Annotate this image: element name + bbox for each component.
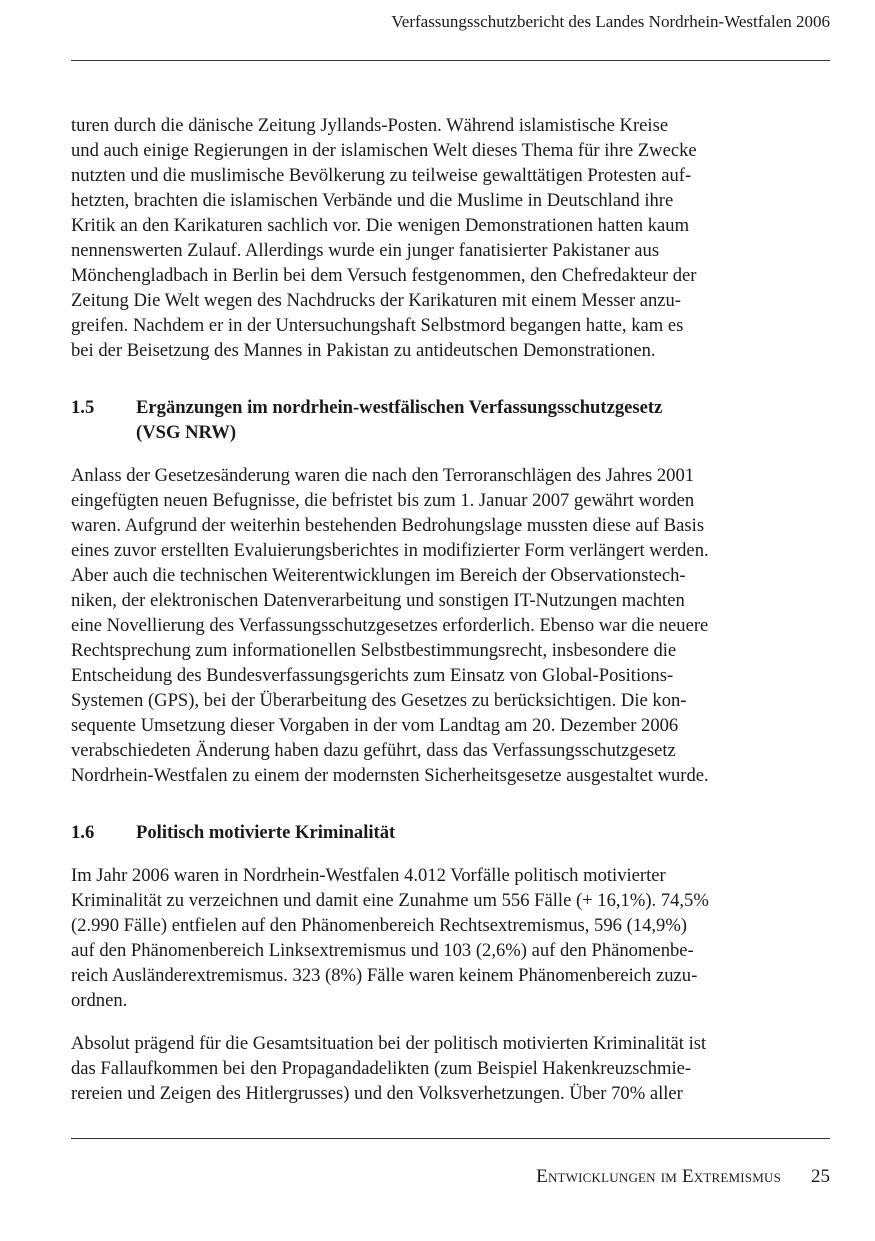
text-line: Entscheidung des Bundesverfassungsgerichts zum Einsatz von Global-Positions- — [71, 665, 674, 686]
text-line: (2.990 Fälle) entfielen auf den Phänomenbereich Rechtsextremismus, 596 (14,9%) — [71, 915, 687, 936]
text-line: greifen. Nachdem er in der Untersuchungshaft Selbstmord begangen hatte, kam es — [71, 315, 684, 336]
text-line: Zeitung Die Welt wegen des Nachdrucks der Karikaturen mit einem Messer anzu- — [71, 290, 681, 311]
text-line: Mönchengladbach in Berlin bei dem Versuch festgenommen, den Chefredakteur der — [71, 265, 697, 286]
section-title-line: Politisch motivierte Kriminalität — [136, 822, 396, 843]
text-line: bei der Beisetzung des Mannes in Pakistan zu antideutschen Demonstrationen. — [71, 340, 656, 361]
section-title-line: Ergänzungen im nordrhein-westfälischen Verfassungsschutzgesetz — [136, 397, 663, 418]
text-line: Absolut prägend für die Gesamtsituation bei der politisch motivierten Kriminalität ist — [71, 1033, 707, 1054]
text-line: hetzten, brachten die islamischen Verbände und die Muslime in Deutschland ihre — [71, 190, 674, 211]
text-line: Im Jahr 2006 waren in Nordrhein-Westfalen 4.012 Vorfälle politisch motivierter — [71, 865, 666, 886]
text-line: sequente Umsetzung dieser Vorgaben in der vom Landtag am 20. Dezember 2006 — [71, 715, 679, 736]
section-title-line: (VSG NRW) — [136, 422, 237, 443]
page-footer — [536, 1166, 830, 1188]
text-line: das Fallaufkommen bei den Propagandadelikten (zum Beispiel Hakenkreuzschmie- — [71, 1058, 692, 1079]
text-line: auf den Phänomenbereich Linksextremismus und 103 (2,6%) auf den Phänomenbe- — [71, 940, 694, 961]
text-line: eine Novellierung des Verfassungsschutzgesetzes erforderlich. Ebenso war die neuere — [71, 615, 709, 636]
text-line: eingefügten neuen Befugnisse, die befristet bis zum 1. Januar 2007 gewährt worden — [71, 490, 695, 511]
text-line: reich Ausländerextremismus. 323 (8%) Fälle waren keinem Phänomenbereich zuzu- — [71, 965, 698, 986]
text-line: und auch einige Regierungen in der islamischen Welt dieses Thema für ihre Zwecke — [71, 140, 697, 161]
text-line: Systemen (GPS), bei der Überarbeitung des Gesetzes zu berücksichtigen. Die kon- — [71, 690, 687, 711]
text-line: eines zuvor erstellten Evaluierungsberichtes in modifizierter Form verlängert werden. — [71, 540, 709, 561]
text-line: niken, der elektronischen Datenverarbeitung und sonstigen IT-Nutzungen machten — [71, 590, 685, 611]
footer-rule — [71, 1138, 830, 1139]
text-line: nennenswerten Zulauf. Allerdings wurde ein junger fanatisierter Pakistaner aus — [71, 240, 660, 261]
page-number: 25 — [811, 1166, 830, 1187]
text-line: Anlass der Gesetzesänderung waren die nach den Terroranschlägen des Jahres 2001 — [71, 465, 695, 486]
text-line: Nordrhein-Westfalen zu einem der modernsten Sicherheitsgesetze ausgestaltet wurde. — [71, 765, 709, 786]
section-number: 1.5 — [71, 397, 95, 418]
paragraph-crime-1 — [71, 863, 790, 1013]
text-line: rereien und Zeigen des Hitlergrusses) und den Volksverhetzungen. Über 70% aller — [71, 1083, 683, 1104]
section-number: 1.6 — [71, 822, 95, 843]
paragraph-intro — [71, 113, 790, 363]
text-line: verabschiedeten Änderung haben dazu geführt, dass das Verfassungsschutzgesetz — [71, 740, 676, 761]
text-line: Aber auch die technischen Weiterentwicklungen im Bereich der Observationstech- — [71, 565, 686, 586]
section-heading-1-6 — [71, 820, 790, 845]
paragraph-crime-2 — [71, 1031, 790, 1106]
section-heading-1-5 — [71, 395, 790, 445]
text-line: Kritik an den Karikaturen sachlich vor. Die wenigen Demonstrationen hatten kaum — [71, 215, 690, 236]
paragraph-vsg — [71, 463, 790, 788]
text-line: Kriminalität zu verzeichnen und damit eine Zunahme um 556 Fälle (+ 16,1%). 74,5% — [71, 890, 709, 911]
text-line: Rechtsprechung zum informationellen Selbstbestimmungsrecht, insbesondere die — [71, 640, 677, 661]
header-rule — [71, 60, 830, 61]
footer-chapter-title: Entwicklungen im Extremismus — [536, 1166, 781, 1187]
running-header: Verfassungsschutzbericht des Landes Nordrhein-Westfalen 2006 — [391, 12, 830, 31]
text-line: ordnen. — [71, 990, 128, 1011]
text-line: waren. Aufgrund der weiterhin bestehenden Bedrohungslage mussten diese auf Basis — [71, 515, 705, 536]
text-line: nutzten und die muslimische Bevölkerung zu teilweise gewalttätigen Protesten auf- — [71, 165, 692, 186]
text-line: turen durch die dänische Zeitung Jyllands-Posten. Während islamistische Kreise — [71, 115, 669, 136]
page-body — [71, 113, 790, 1106]
